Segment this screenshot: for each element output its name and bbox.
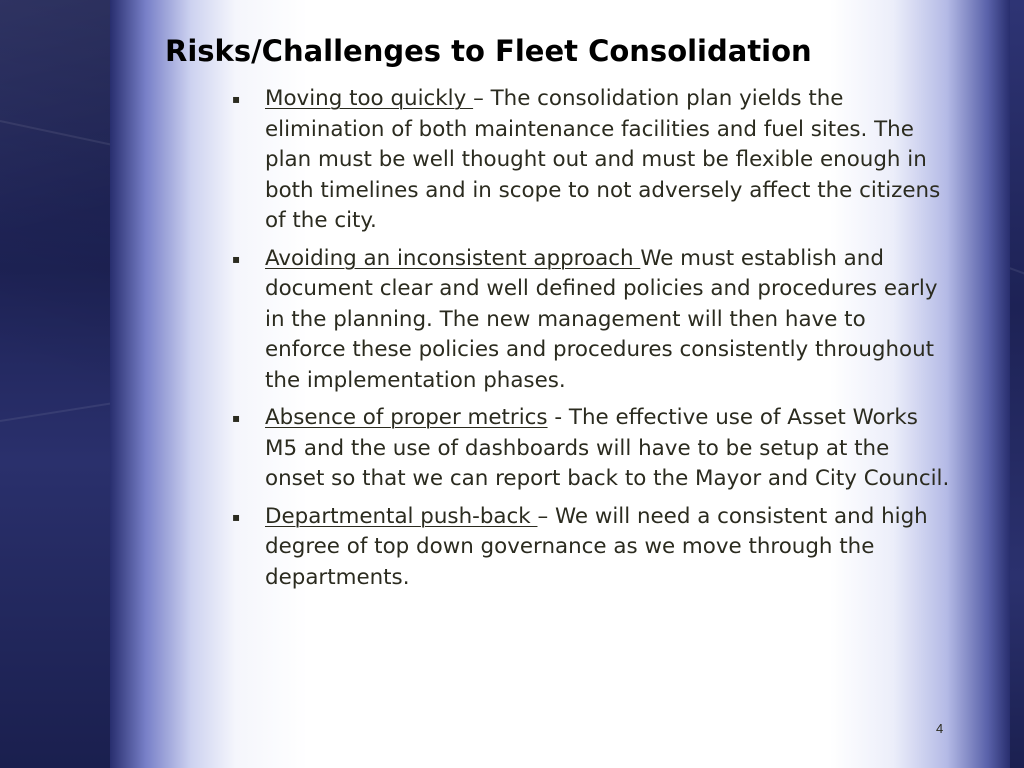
page-number: 4 — [936, 721, 944, 736]
bullet-body: We must establish and document clear and well defined policies and procedures early in the planning. The new management will then have to enforce these policies and procedures consistently throughout the implementation phases. — [265, 245, 938, 393]
bullet-body: – The consolidation plan yields the elimination of both maintenance facilities and fuel sites. The plan must be well thought out and must be flexible enough in both timelines and in scope to not adversely affect the citizens of the city. — [265, 86, 941, 233]
bullet-item — [232, 502, 952, 594]
bullet-body: - The effective use of Asset Works M5 and the use of dashboards will have to be setup at the onset so that we can report back to the Mayor and City Council. — [265, 405, 950, 491]
bullet-square-icon: ▪ — [232, 251, 241, 266]
bullet-list — [232, 84, 952, 600]
bullet-heading: Absence of proper metrics — [265, 405, 548, 430]
bullet-item — [232, 244, 952, 397]
bullet-body: – We will need a consistent and high degree of top down governance as we move through the departments. — [265, 503, 928, 590]
slide-title: Risks/Challenges to Fleet Consolidation — [165, 34, 812, 68]
bullet-square-icon: ▪ — [232, 411, 241, 425]
bullet-square-icon: ▪ — [232, 509, 241, 524]
bullet-square-icon: ▪ — [232, 92, 241, 106]
bullet-heading: Avoiding an inconsistent approach — [265, 245, 641, 271]
bullet-heading: Moving too quickly — [265, 86, 474, 111]
bullet-item — [232, 84, 952, 237]
bullet-item — [232, 403, 952, 495]
bullet-heading: Departmental push-back — [265, 503, 538, 529]
